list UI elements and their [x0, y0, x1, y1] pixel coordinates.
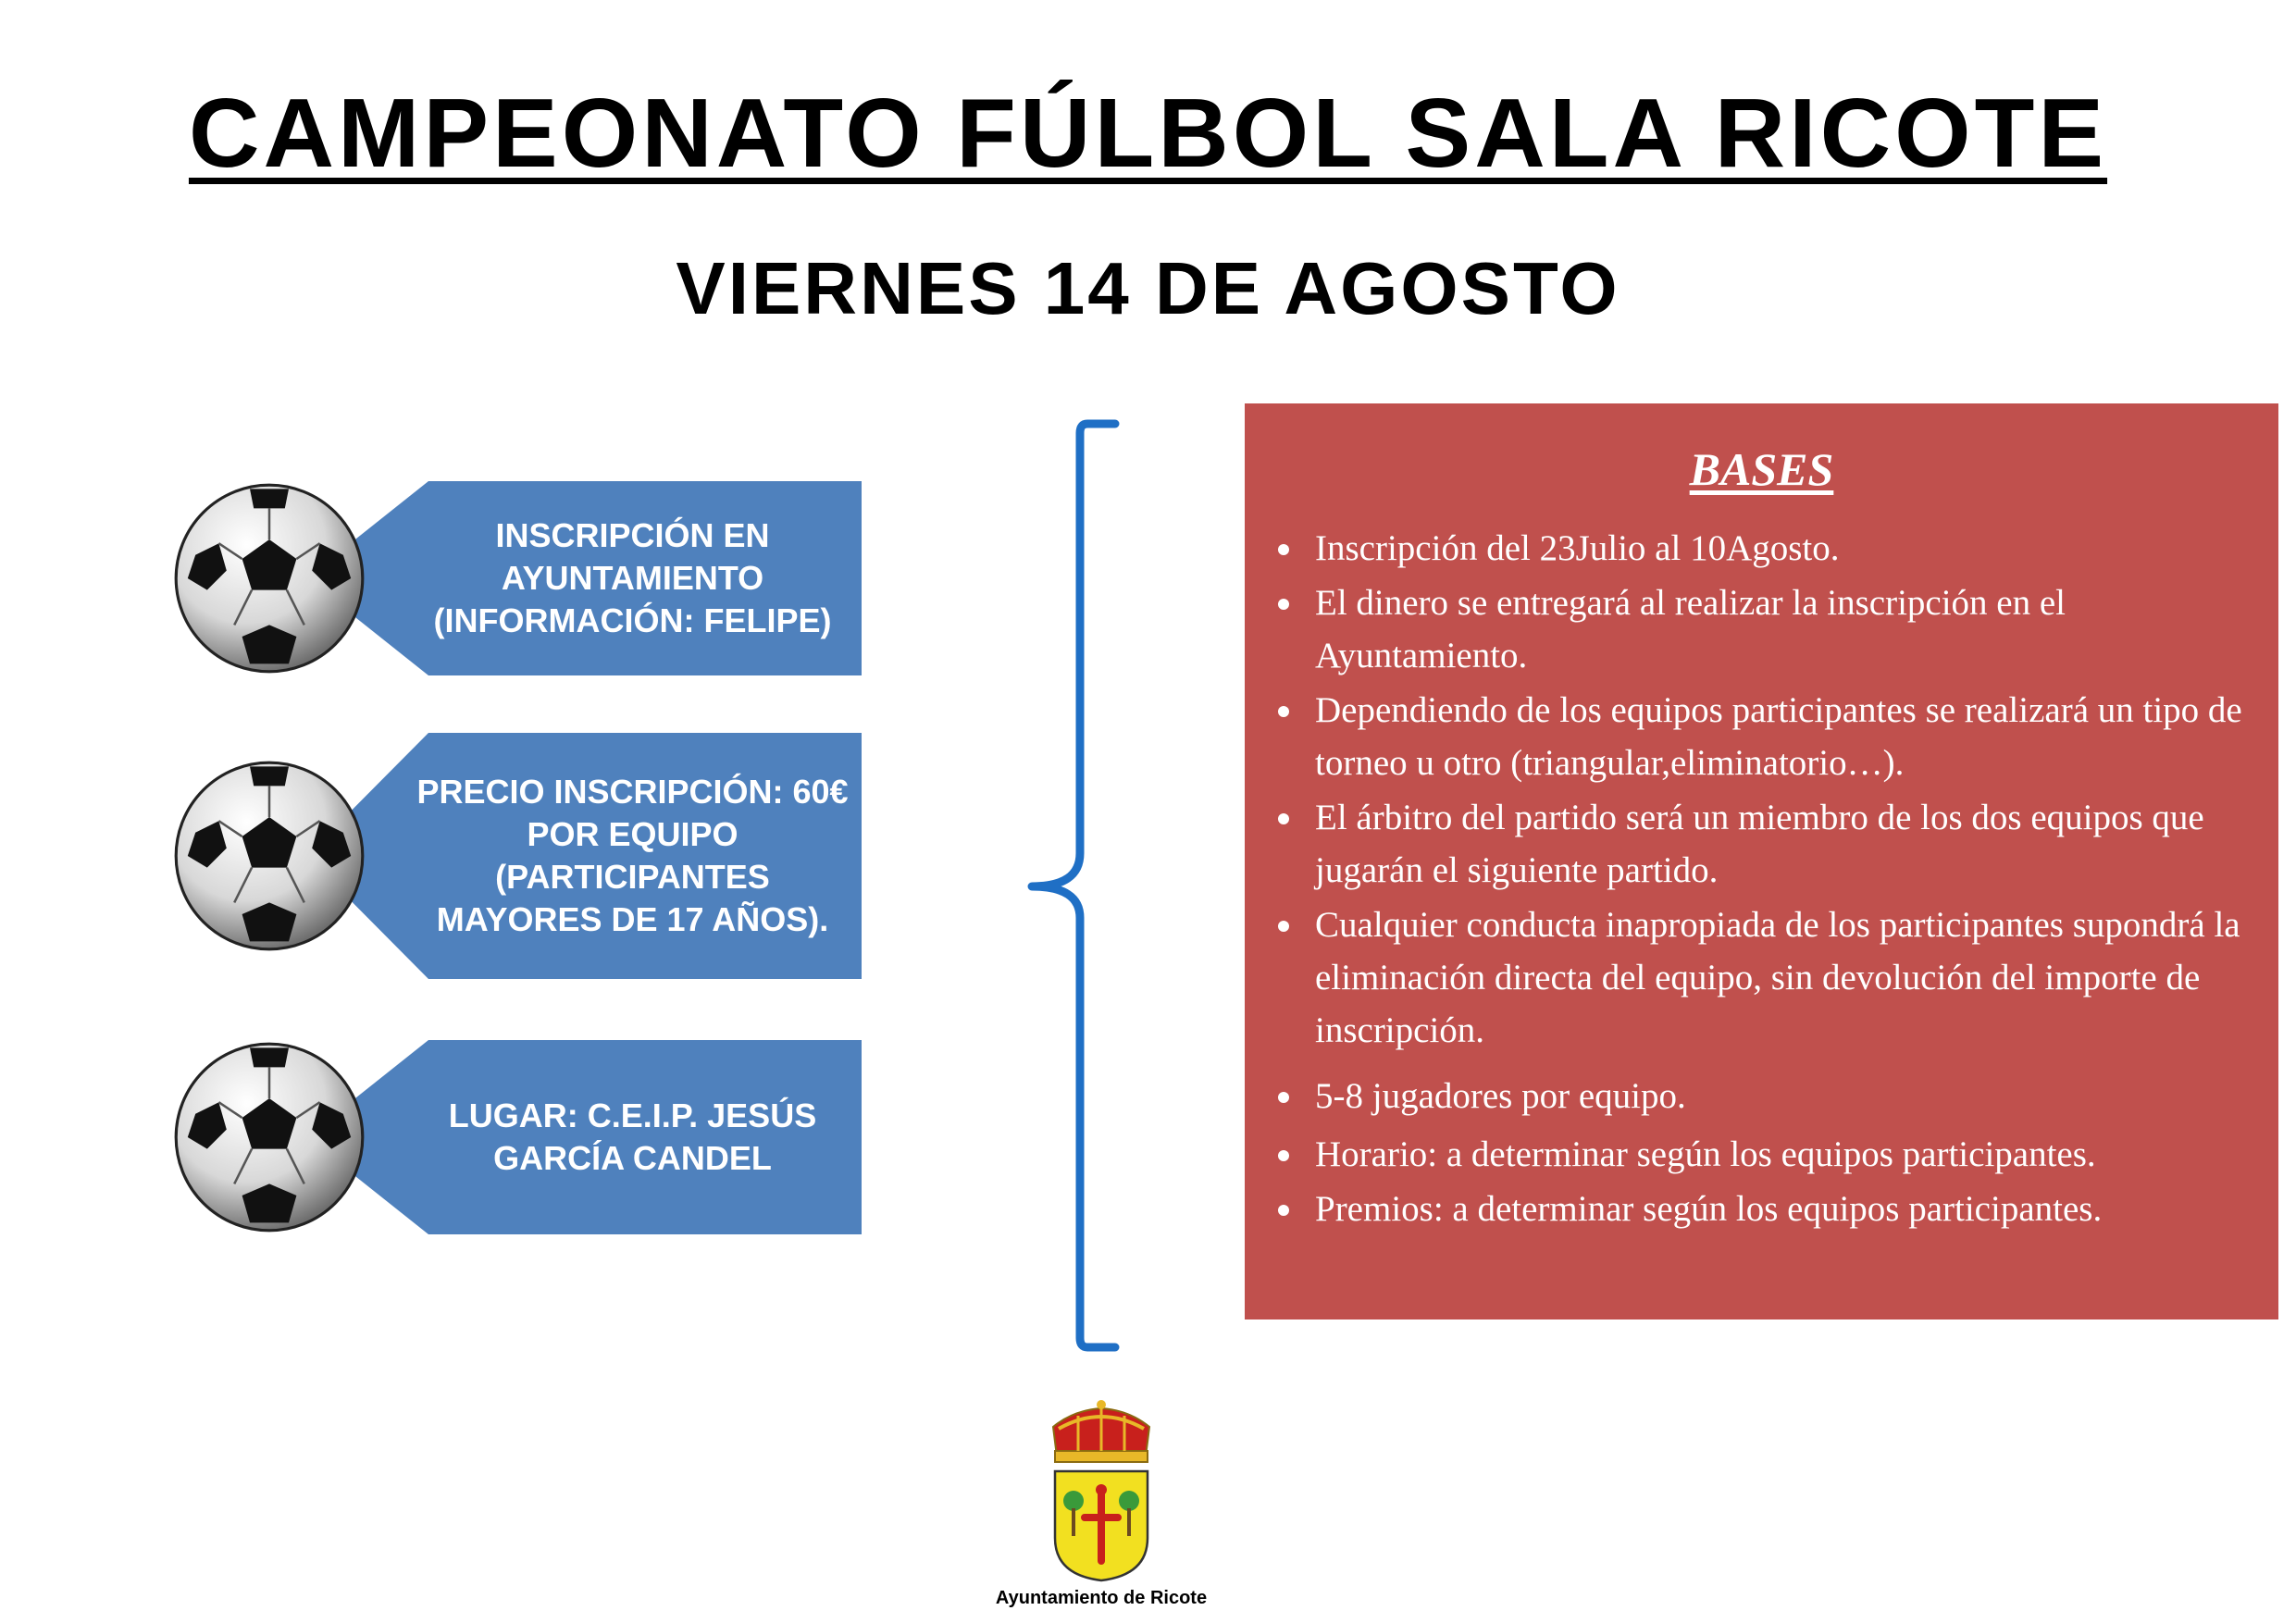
bases-item: 5-8 jugadores por equipo. — [1272, 1070, 2251, 1122]
coat-of-arms-icon — [1036, 1399, 1166, 1584]
event-date: VIERNES 14 DE AGOSTO — [676, 247, 1620, 329]
page-title — [0, 80, 2296, 188]
bases-item: Premios: a determinar según los equipos participantes. — [1272, 1183, 2251, 1235]
bases-item: Horario: a determinar según los equipos participantes. — [1272, 1128, 2251, 1181]
soccer-ball-icon — [172, 759, 366, 953]
soccer-ball-icon — [172, 1040, 366, 1234]
bases-item: Dependiendo de los equipos participantes se realizará un tipo de torneo u otro (triangular,eliminatorio…). — [1272, 684, 2251, 789]
bases-item: El árbitro del partido será un miembro de los dos equipos que jugarán el siguiente partido. — [1272, 791, 2251, 897]
info-text-location: LUGAR: C.E.I.P. JESÚS GARCÍA CANDEL — [448, 1096, 817, 1177]
footer-caption: Ayuntamiento de Ricote — [995, 1588, 1208, 1608]
bases-title: BASES — [1689, 443, 1834, 495]
bases-item: El dinero se entregará al realizar la inscripción en el Ayuntamiento. — [1272, 576, 2251, 682]
bases-panel — [1245, 403, 2278, 1319]
bases-item: Inscripción del 23Julio al 10Agosto. — [1272, 522, 2251, 575]
soccer-ball-icon — [172, 481, 366, 675]
page-title-text: CAMPEONATO FÚLBOL SALA RICOTE — [188, 79, 2108, 188]
bases-list — [1272, 522, 2251, 1237]
info-item-price — [172, 733, 862, 979]
brace-connector — [1023, 418, 1124, 1353]
info-text-registration: INSCRIPCIÓN EN AYUNTAMIENTO (INFORMACIÓN: FELIPE) — [433, 516, 832, 639]
bases-item: Cualquier conducta inapropiada de los participantes supondrá la eliminación directa del equipo, sin devolución del importe de inscripción. — [1272, 898, 2251, 1057]
info-text-price: PRECIO INSCRIPCIÓN: 60€ POR EQUIPO (PARTICIPANTES MAYORES DE 17 AÑOS). — [416, 773, 849, 938]
info-item-location — [172, 1040, 862, 1234]
info-item-registration — [172, 481, 862, 675]
